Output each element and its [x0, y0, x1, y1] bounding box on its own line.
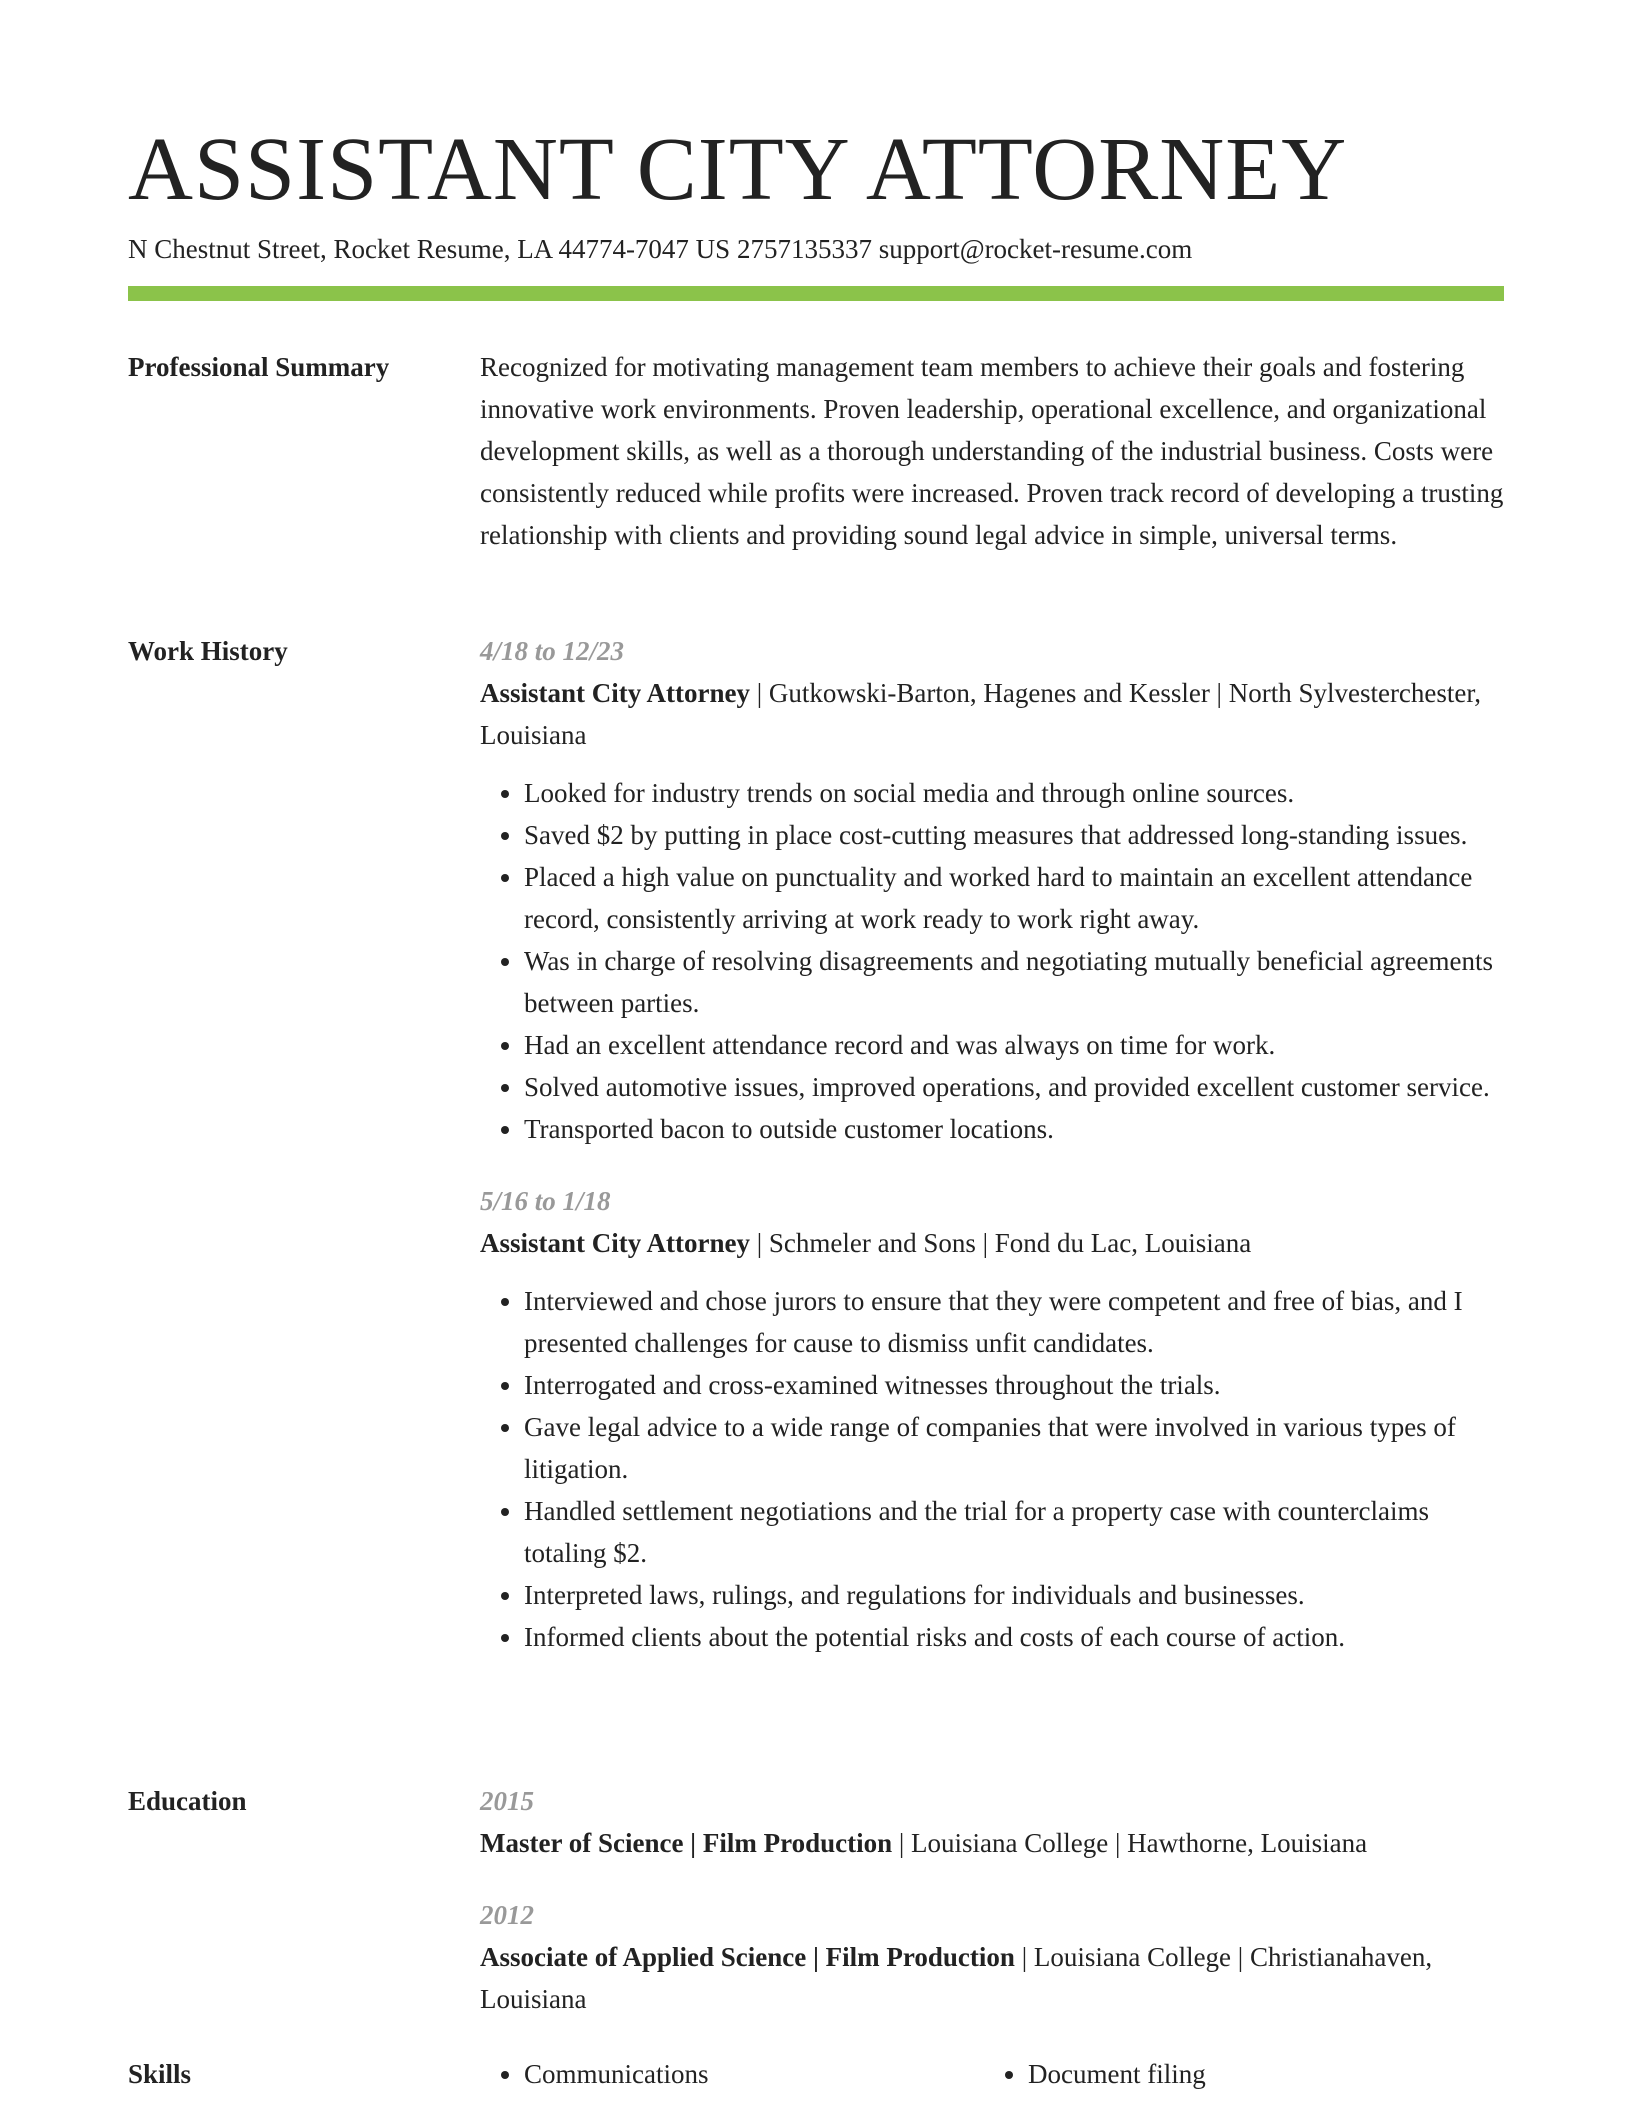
education-details: | Louisiana College | Christianahaven, Louisiana	[480, 1942, 1433, 2014]
job-bullet: • Gave legal advice to a wide range of companies that were involved in various types of litigation.	[524, 1406, 1504, 1490]
skills-grid	[480, 2053, 1504, 2095]
section-label-summary: Professional Summary	[128, 352, 390, 382]
degree-name: Master of Science | Film Production	[480, 1828, 893, 1858]
education-entry	[480, 1894, 1504, 2020]
job-bullet: • Had an excellent attendance record and was always on time for work.	[524, 1024, 1504, 1066]
job-bullet: • Placed a high value on punctuality and worked hard to maintain an excellent attendance record, consistently arriving at work ready to work right away.	[524, 856, 1504, 940]
skills-column-left	[480, 2053, 984, 2095]
education-year: 2015	[480, 1786, 534, 1816]
education-details: | Louisiana College | Hawthorne, Louisiana	[892, 1828, 1368, 1858]
education-heading	[480, 1822, 1504, 1864]
job-details: | Schmeler and Sons | Fond du Lac, Louisiana	[750, 1228, 1252, 1258]
job-title: Assistant City Attorney	[480, 1228, 750, 1258]
degree-name: Associate of Applied Science | Film Production	[480, 1942, 1015, 1972]
job-bullets	[480, 772, 1504, 1150]
job-dates: 5/16 to 1/18	[480, 1186, 611, 1216]
education-year: 2012	[480, 1900, 534, 1930]
job-entry	[480, 630, 1504, 1150]
job-heading	[480, 1222, 1504, 1264]
section-label-education: Education	[128, 1786, 247, 1816]
job-bullet: • Looked for industry trends on social media and through online sources.	[524, 772, 1504, 814]
contact-line: N Chestnut Street, Rocket Resume, LA 44774-7047 US 2757135337 support@rocket-resume.com	[128, 234, 1193, 264]
skill-item: • Communications	[524, 2053, 984, 2095]
skills-column-right	[984, 2053, 1488, 2095]
job-bullets	[480, 1280, 1504, 1658]
job-details: | Gutkowski-Barton, Hagenes and Kessler | North Sylvesterchester, Louisiana	[480, 678, 1482, 750]
skill-item: • Document filing	[1028, 2053, 1488, 2095]
education-entry	[480, 1780, 1504, 1864]
section-label-work-history: Work History	[128, 636, 288, 666]
job-bullet: • Interpreted laws, rulings, and regulations for individuals and businesses.	[524, 1574, 1504, 1616]
section-label-skills: Skills	[128, 2059, 192, 2089]
resume-title: ASSISTANT CITY ATTORNEY	[128, 120, 1348, 219]
job-bullet: • Handled settlement negotiations and the trial for a property case with counterclaims totaling $2.	[524, 1490, 1504, 1574]
job-bullet: • Transported bacon to outside customer locations.	[524, 1108, 1504, 1150]
job-bullet: • Interviewed and chose jurors to ensure that they were competent and free of bias, and I presented challenges for cause to dismiss unfit candidates.	[524, 1280, 1504, 1364]
job-bullet: • Interrogated and cross-examined witnesses throughout the trials.	[524, 1364, 1504, 1406]
job-heading	[480, 672, 1504, 756]
job-bullet: • Solved automotive issues, improved operations, and provided excellent customer service.	[524, 1066, 1504, 1108]
job-entry	[480, 1180, 1504, 1658]
job-title: Assistant City Attorney	[480, 678, 750, 708]
job-dates: 4/18 to 12/23	[480, 636, 625, 666]
education-heading	[480, 1936, 1504, 2020]
job-bullet: • Informed clients about the potential risks and costs of each course of action.	[524, 1616, 1504, 1658]
job-bullet: • Was in charge of resolving disagreements and negotiating mutually beneficial agreements between parties.	[524, 940, 1504, 1024]
job-bullet: • Saved $2 by putting in place cost-cutting measures that addressed long-standing issues.	[524, 814, 1504, 856]
header-divider	[128, 286, 1504, 301]
summary-text: Recognized for motivating management team members to achieve their goals and fostering innovative work environments. Proven leadership, operational excellence, and organizational development skills, as well as a thorough understanding of the industrial business. Costs were consistently reduced while profits were increased. Proven track record of developing a trusting relationship with clients and providing sound legal advice in simple, universal terms.	[480, 352, 1504, 550]
